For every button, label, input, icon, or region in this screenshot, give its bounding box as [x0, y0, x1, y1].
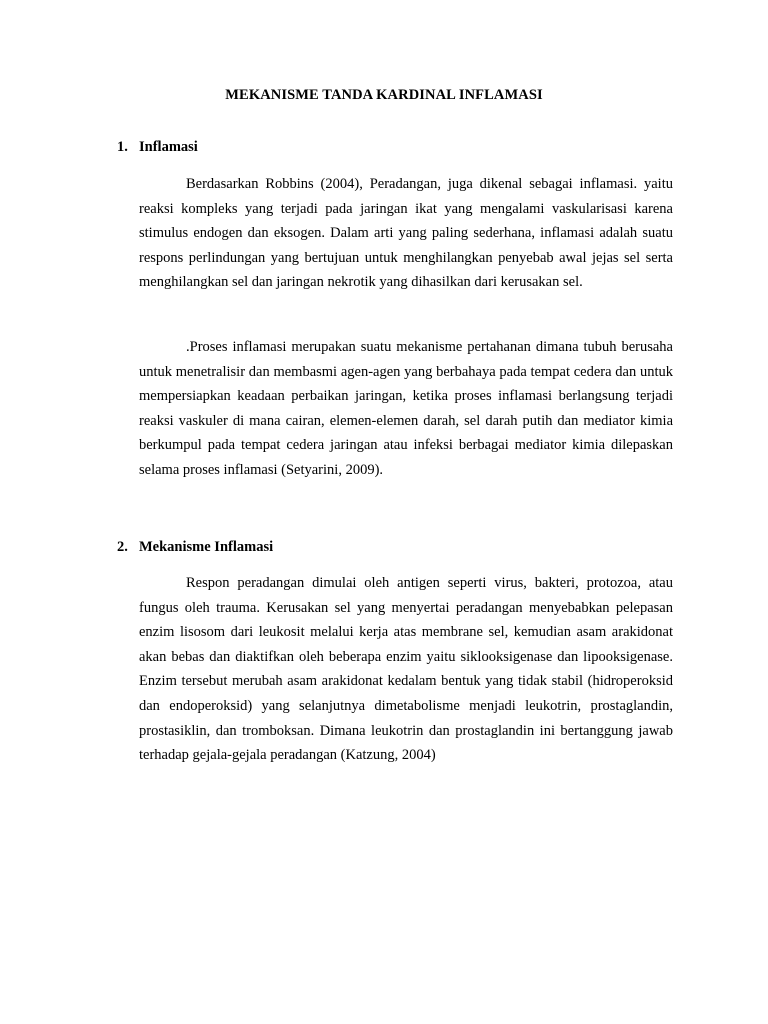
document-title: MEKANISME TANDA KARDINAL INFLAMASI	[225, 87, 543, 103]
section-heading-inflamasi	[117, 139, 198, 156]
section-title: Mekanisme Inflamasi	[139, 539, 274, 555]
paragraph-robbins-definition: Berdasarkan Robbins (2004), Peradangan, juga dikenal sebagai inflamasi. yaitu reaksi kompleks yang terjadi pada jaringan ikat yang mengalami vaskularisasi karena stimulus endogen dan eksogen. Dalam arti yang paling sederhana, inflamasi adalah suatu respons perlindungan yang bertujuan untuk menghilangkan penyebab awal jejas sel serta menghilangkan sel dan jaringan nekrotik yang dihasilkan dari kerusakan sel.	[139, 176, 673, 291]
section-title: Inflamasi	[139, 139, 198, 155]
section-number: 1.	[117, 139, 128, 155]
paragraph-respon-peradangan: Respon peradangan dimulai oleh antigen seperti virus, bakteri, protozoa, atau fungus oleh trauma. Kerusakan sel yang menyertai peradangan menyebabkan pelepasan enzim lisosom dari leukosit melalui kerja atas membrane sel, kemudian asam arakidonat akan bebas dan diaktifkan oleh beberapa enzim yaitu siklooksigenase dan lipooksigenase. Enzim tersebut merubah asam arakidonat kedalam bentuk yang tidak stabil (hidroperoksid dan endoperoksid) yang selanjutnya dimetabolisme menjadi leukotrin, prostaglandin, prostasiklin, dan tromboksan. Dimana leukotrin dan prostaglandin ini bertanggung jawab terhadap gejala-gejala peradangan (Katzung, 2004)	[139, 575, 673, 764]
section-number: 2.	[117, 539, 128, 555]
paragraph-proses-inflamasi: .Proses inflamasi merupakan suatu mekanisme pertahanan dimana tubuh berusaha untuk menetralisir dan membasmi agen-agen yang berbahaya pada tempat cedera dan untuk mempersiapkan keadaan perbaikan jaringan, ketika proses inflamasi berlangsung terjadi reaksi vaskuler di mana cairan, elemen-elemen darah, sel darah putih dan mediator kimia berkumpul pada tempat cedera jaringan atau infeksi berbagai mediator kimia dilepaskan selama proses inflamasi (Setyarini, 2009).	[139, 339, 673, 478]
section-heading-mekanisme	[117, 539, 273, 556]
